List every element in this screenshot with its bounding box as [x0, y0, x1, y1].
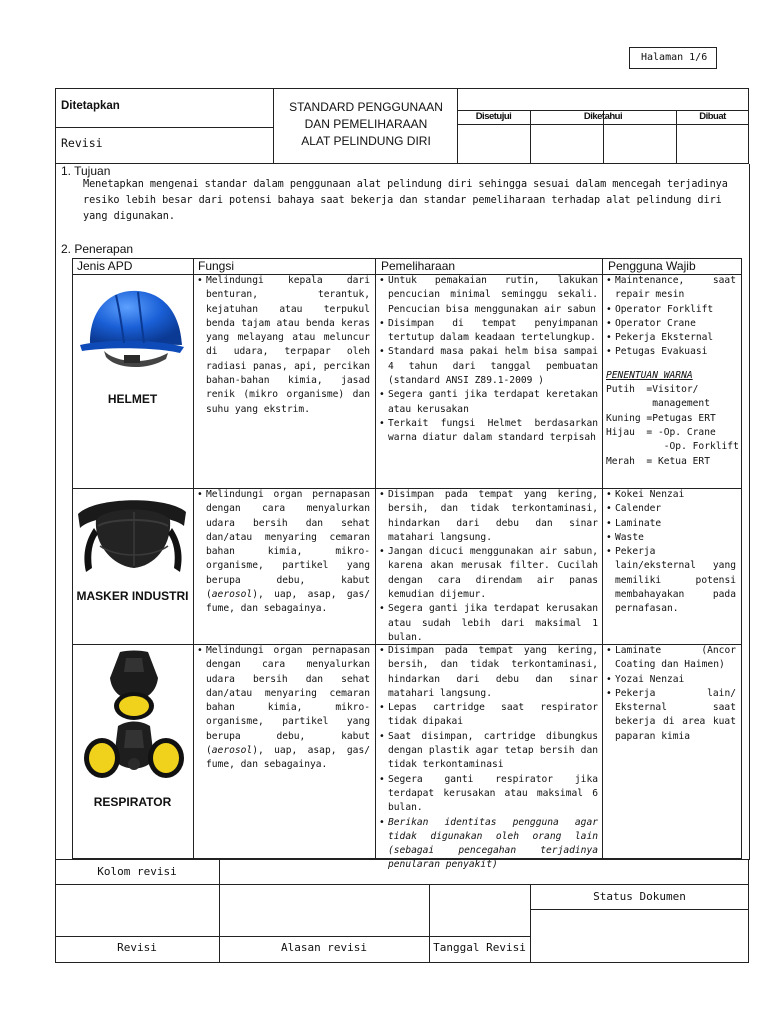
signoff-disetujui: Disetujui	[475, 111, 512, 122]
respirator-pemeliharaan-item: • Berikan identitas pengguna agar tidak digunakan oleh orang lain (sebagai pencegahan terjadinya penularan penyakit)	[379, 816, 598, 873]
header-pemeliharaan: Pemeliharaan	[381, 259, 456, 273]
helmet-pengguna-item: • Operator Crane	[606, 317, 736, 331]
respirator-pemeliharaan	[379, 644, 598, 873]
respirator-pengguna-item: • Laminate (Ancor Coating dan Haimen)	[606, 644, 736, 673]
respirator-pemeliharaan-item: • Saat disimpan, cartridge dibungkus dengan plastik agar tetap bersih dan tidak terkontaminasi	[379, 730, 598, 773]
respirator-fungsi	[197, 644, 370, 773]
warna-line: management	[606, 398, 710, 410]
respirator-fungsi-item: • Melindungi organ pernapasan dengan cara menyalurkan udara bersih dan sehat dan/atau menyaring cemaran bahan kimia, mikro-organisme, partikel yang berupa debu, kabut (aerosol), uap, asap, gas/ fume, dan sebagainya.	[197, 644, 370, 773]
respirator-image	[82, 648, 184, 782]
document-title-line-2: DAN PEMELIHARAAN	[304, 117, 428, 131]
header-pengguna-wajib: Pengguna Wajib	[608, 259, 696, 273]
warna-line: Putih =Visitor/	[606, 384, 699, 396]
signoff-diketahui: Diketahui	[583, 111, 623, 122]
helmet-image	[76, 283, 186, 375]
helmet-pemeliharaan	[379, 274, 598, 446]
alasan-revisi-label: Alasan revisi	[280, 941, 368, 954]
masker-pemeliharaan	[379, 488, 598, 645]
tujuan-line-1: Menetapkan mengenai standar dalam penggunaan alat pelindung diri sehingga sesuai dalam mencegah terjadinya	[83, 179, 728, 190]
respirator-pemeliharaan-item: • Segera ganti respirator jika terdapat kerusakan atau maksimal 6 bulan.	[379, 773, 598, 816]
kolom-revisi-label: Kolom revisi	[97, 865, 177, 878]
header-jenis-apd: Jenis APD	[77, 259, 133, 273]
helmet-pengguna-item: • Operator Forklift	[606, 303, 736, 317]
helmet-pengguna-item: • Maintenance, saat repair mesin	[606, 274, 736, 303]
helmet-pemeliharaan-item: • Disimpan di tempat penyimpanan tertutup dalam keadaan tertelungkup.	[379, 317, 598, 346]
revisi-label: Revisi	[61, 136, 103, 150]
respirator-pemeliharaan-item: • Disimpan pada tempat yang kering, bersih, dan tidak terkontaminasi, hindarkan dari debu dan sinar matahari langsung.	[379, 644, 598, 701]
status-dokumen-label: Status Dokumen	[593, 890, 686, 903]
helmet-pemeliharaan-item: • Untuk pemakaian rutin, lakukan pencucian minimal seminggu sekali. Pencucian bisa menggunakan air sabun	[379, 274, 598, 317]
helmet-pengguna-item: • Petugas Evakuasi	[606, 345, 736, 359]
warna-line: Kuning =Petugas ERT	[606, 412, 716, 424]
revisi-column-label: Revisi	[117, 941, 157, 954]
section-tujuan-heading: 1. Tujuan	[61, 164, 111, 178]
helmet-pemeliharaan-item: • Terkait fungsi Helmet berdasarkan warna diatur dalam standard terpisah	[379, 417, 598, 446]
tujuan-line-3: yang digunakan.	[83, 211, 176, 222]
masker-pengguna-item: • Kokei Nenzai	[606, 488, 736, 502]
masker-pengguna-item: • Pekerja lain/eksternal yang memiliki potensi membahayakan pada pernafasan.	[606, 545, 736, 616]
helmet-pemeliharaan-item: • Segera ganti jika terdapat keretakan atau kerusakan	[379, 388, 598, 417]
masker-pengguna-item: • Waste	[606, 531, 736, 545]
tujuan-line-2: resiko lebih besar dari potensi bahaya saat bekerja dan standar pemeliharaan terhadap alat pelindung diri	[83, 195, 722, 206]
respirator-pemeliharaan-item: • Lepas cartridge saat respirator tidak dipakai	[379, 701, 598, 730]
respirator-pengguna-item: • Pekerja lain/ Eksternal saat bekerja di area kuat paparan kimia	[606, 687, 736, 744]
masker-pengguna	[606, 488, 736, 617]
masker-pemeliharaan-item: • Jangan dicuci menggunakan air sabun, karena akan merusak filter. Cucilah dengan cara direndam air panas kemudian dijemur.	[379, 545, 598, 602]
masker-pemeliharaan-item: • Disimpan pada tempat yang kering, bersih, dan tidak terkontaminasi, hindarkan dari debu dan sinar matahari langsung.	[379, 488, 598, 545]
warna-line: -Op. Forklift	[606, 441, 739, 453]
masker-fungsi	[197, 488, 370, 617]
masker-pengguna-item: • Laminate	[606, 517, 736, 531]
header-fungsi: Fungsi	[198, 259, 235, 273]
apd-name-masker-industri: MASKER INDUSTRI	[76, 589, 189, 603]
ditetapkan-label: Ditetapkan	[61, 100, 120, 112]
page-number: Halaman 1/6	[641, 52, 708, 63]
tanggal-revisi-label: Tanggal Revisi	[433, 941, 526, 954]
helmet-fungsi	[197, 274, 370, 417]
masker-fungsi-item: • Melindungi organ pernapasan dengan cara menyalurkan udara bersih dan sehat dan/atau menyaring cemaran bahan kimia, mikro-organisme, partikel yang berupa debu, kabut (aerosol), uap, asap, gas/ fume, dan sebagainya.	[197, 488, 370, 617]
masker-pengguna-item: • Calender	[606, 502, 736, 516]
document-title-line-1: STANDARD PENGGUNAAN	[289, 100, 443, 114]
apd-name-helmet: HELMET	[107, 392, 158, 406]
apd-name-respirator: RESPIRATOR	[93, 795, 172, 809]
respirator-pengguna-item: • Yozai Nenzai	[606, 673, 736, 687]
masker-image	[76, 492, 189, 582]
signoff-dibuat: Dibuat	[699, 111, 726, 122]
helmet-pengguna-item: • Pekerja Eksternal	[606, 331, 736, 345]
penentuan-warna-title: PENENTUAN WARNA	[606, 369, 693, 381]
document-title-line-3: ALAT PELINDUNG DIRI	[301, 134, 431, 148]
masker-pemeliharaan-item: • Segera ganti jika terdapat kerusakan atau sudah lebih dari maksimal 1 bulan.	[379, 602, 598, 645]
section-penerapan-heading: 2. Penerapan	[61, 242, 134, 256]
helmet-pengguna	[606, 274, 739, 469]
warna-line: Merah = Ketua ERT	[606, 455, 710, 467]
warna-line: Hijau = -Op. Crane	[606, 426, 716, 438]
helmet-fungsi-item: • Melindungi kepala dari benturan, terantuk, kejatuhan atau terpukul benda tajam atau benda keras yang melayang atau meluncur di udara, terpapar oleh radiasi panas, api, percikan bahan-bahan kimia, jasad renik (mikro organisme) dan suhu yang ekstrim.	[197, 274, 370, 417]
helmet-pemeliharaan-item: • Standard masa pakai helm bisa sampai 4 tahun dari tanggal pembuatan (standard ANSI Z89.1-2009 )	[379, 345, 598, 388]
respirator-pengguna	[606, 644, 736, 744]
